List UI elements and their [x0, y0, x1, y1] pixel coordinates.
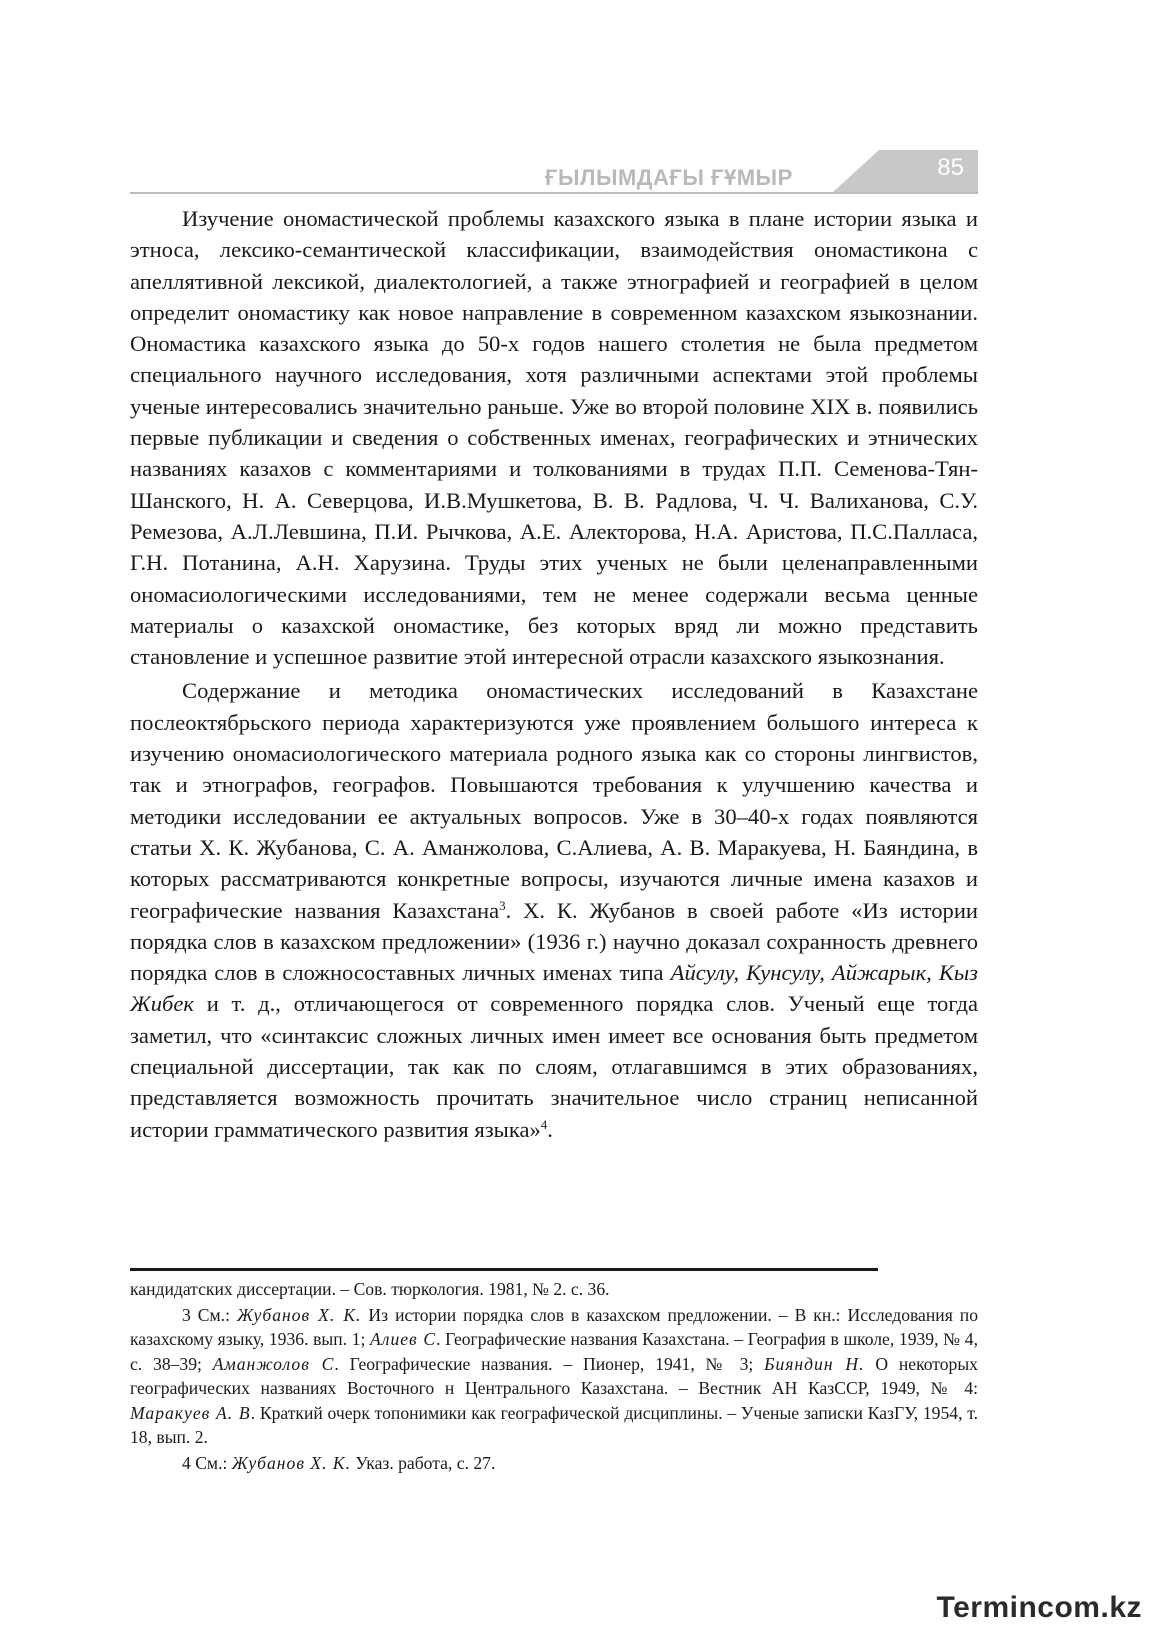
page-number: 85	[937, 154, 964, 181]
footnote-3-text-b: . Географические названия Казахстана. – География в школе, 1939, № 4, с. 38–39;	[130, 1329, 978, 1374]
footnote-4-text: Указ. работа, с. 27.	[350, 1452, 496, 1473]
paragraph-2	[130, 675, 978, 1144]
paragraph-2-text-c: и т. д., отличающегося от современного порядка слов. Ученый еще тогда заметил, что «синтаксис сложных личных имен имеет все основания быть предметом специальной диссертации, так как по слоям, отлагавшимся в этих образованиях, представляется возможность прочитать значительное число страниц неписанной истории грамматического развития языка»	[130, 991, 978, 1142]
footnote-3-text-a: Из истории порядка слов в казахском предложении. – В кн.: Исследования по казахскому языку, 1936. вып. 1;	[130, 1304, 979, 1349]
footnote-3-author-e: Маракуев А. В	[130, 1402, 251, 1423]
paragraph-2-italic-names: Айсулу, Кунсулу, Айжарык, Кыз Жибек	[130, 960, 978, 1017]
footnote-3-author-b: Алиев С	[370, 1329, 437, 1349]
page-header	[130, 150, 978, 194]
paragraph-2-end: .	[547, 1116, 553, 1142]
footnote-continuation: кандидатских диссертации. – Сов. тюркология. 1981, № 2. с. 36.	[130, 1279, 610, 1299]
paragraph-1	[130, 203, 978, 672]
paragraph-1-text: Изучение ономастической проблемы казахского языка в плане истории языка и этноса, лексико-семантической классификации, взаимодействия ономастикона с апеллятивной лексикой, диалектологией, а также этнографией и географией в целом определит ономастику как новое направление в современном казахском языкознании. Ономастика казахского языка до 50-х годов нашего столетия не была предметом специального научного исследования, хотя различными аспектами этой проблемы ученые интересовались значительно раньше. Уже во второй половине XIX в. появились первые публикации и сведения о собственных именах, географических и этнических названиях казахов с комментариями и толкованиями в трудах П.П. Семенова-Тян-Шанского, Н. А. Северцова, И.В.Мушкетова, В. В. Радлова, Ч. Ч. Валиханова, С.У. Ремезова, А.Л.Левшина, П.И. Рычкова, А.Е. Алекторова, Н.А. Аристова, П.С.Палласа, Г.Н. Потанина, А.Н. Харузина. Труды этих ученых не были целенаправленными ономасиологическими исследованиями, тем не менее содержали весьма ценные материалы о казахской ономастике, без которых вряд ли можно представить становление и успешное развитие этой интересной отрасли казахского языкознания.	[130, 206, 978, 670]
footnote-3-text-e: . Краткий очерк топонимики как географической дисциплины. – Ученые записки КазГУ, 1954, т. 18, вып. 2.	[130, 1402, 978, 1447]
footnote-3-prefix: 3 См.:	[182, 1304, 237, 1325]
paragraph-2-text-a: Содержание и методика ономастических исследований в Казахстане послеоктябрьского периода характеризуются уже проявлением большого интереса к изучению ономасиологического материала родного языка как со стороны лингвистов, так и этнографов, географов. Повышаются требования к улучшению качества и методики исследовании ее актуальных вопросов. Уже в 30–40-х годах появляются статьи Х. К. Жубанова, С. А. Аманжолова, С.Алиева, А. В. Маракуева, Н. Баяндина, в которых рассматриваются конкретные вопросы, изучаются личные имена казахов и географические названия Казахстана	[130, 678, 978, 923]
footnote-3-author-c: Аманжолов С	[212, 1353, 335, 1374]
footnote-4-prefix: 4 См.:	[182, 1452, 232, 1473]
footnotes	[130, 1277, 978, 1476]
footnote-3-author-d: Бияндин Н.	[764, 1353, 865, 1374]
paragraph-2-text-b: . Х. К. Жубанов в своей работе «Из истории порядка слов в казахском предложении» (1936 г.) научно доказал сохранность древнего порядка слов в сложносоставных личных именах типа	[130, 897, 979, 986]
footnote-ref-4: 4	[540, 1116, 548, 1132]
footnote-rule	[130, 1268, 878, 1271]
footnote-4-author: Жубанов Х. К.	[231, 1452, 351, 1473]
footnote-ref-3: 3	[499, 897, 506, 913]
footnote-3-author-a: Жубанов Х. К.	[236, 1304, 362, 1325]
page-number-tab	[833, 150, 978, 192]
main-text	[130, 203, 978, 1148]
footnote-3	[130, 1303, 978, 1450]
footnote-3-text-c: . Географические названия. – Пионер, 1941, № 3;	[334, 1353, 765, 1374]
header-rule	[130, 192, 978, 194]
running-title: ҒЫЛЫМДАҒЫ ҒҰМЫР	[545, 165, 793, 190]
footnote-3-text-d: О некоторых географических названиях Восточного н Центрального Казахстана. – Вестник АН КазССР, 1949, № 4:	[130, 1353, 978, 1398]
footnote-4	[130, 1451, 978, 1476]
watermark-logo: Termincom.kz	[936, 1591, 1142, 1624]
